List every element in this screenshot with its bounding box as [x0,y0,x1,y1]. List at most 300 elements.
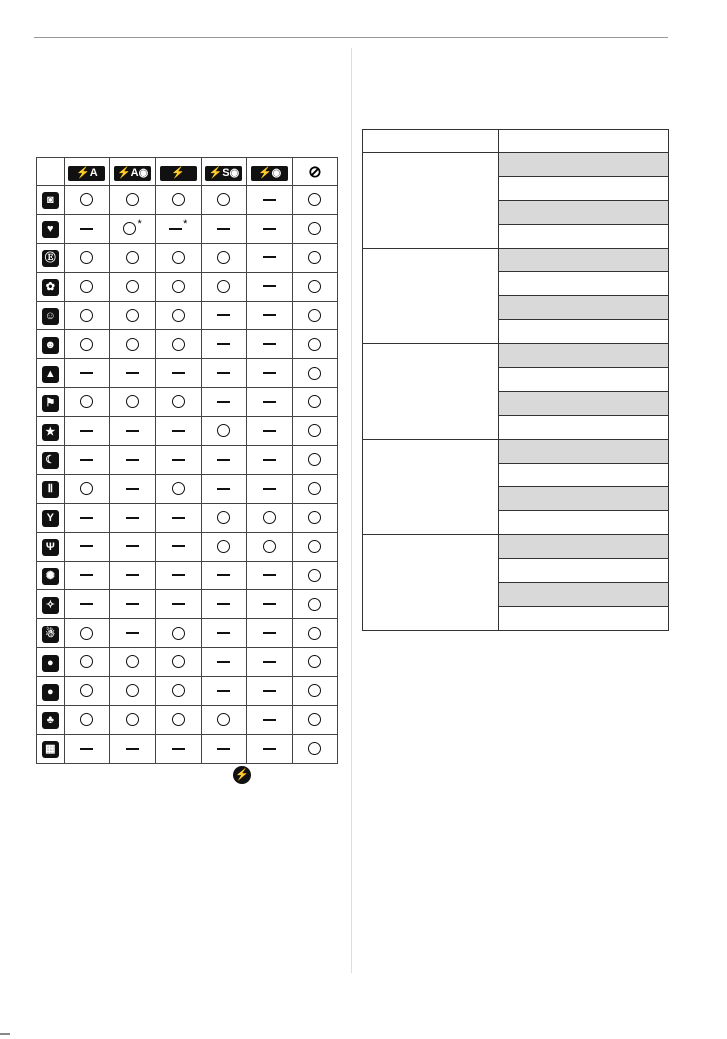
available-circle-icon [123,222,136,235]
table-row [37,561,338,590]
settings-group-cell [363,248,499,344]
settings-value-cell [499,153,669,177]
available-circle-icon [126,395,139,408]
unavailable-dash-icon [263,372,276,374]
availability-cell [247,388,293,417]
unavailable-dash-icon [263,228,276,230]
table-row [37,706,338,735]
footnote-asterisk: * [183,217,188,230]
flash-mode-header-1 [110,158,156,186]
scene-mode-cell [37,648,65,677]
scene-mode-cell [37,388,65,417]
available-circle-icon [172,627,185,640]
settings-value-cell [499,391,669,415]
availability-cell [155,186,201,215]
availability-cell [201,734,247,763]
scene-mode-cell [37,214,65,243]
unavailable-dash-icon [263,199,276,201]
table-row [37,359,338,388]
flash-mode-icon: ⚡A◉ [114,166,151,181]
availability-cell [292,706,337,735]
unavailable-dash-icon [80,228,93,230]
available-circle-icon [308,655,321,668]
table-row [363,439,669,463]
availability-cell [110,474,156,503]
unavailable-dash-icon [263,314,276,316]
candle-light-icon: Ψ [42,539,59,556]
economy-icon: Ⓔ [42,250,59,267]
unavailable-dash-icon [126,632,139,634]
availability-cell [201,243,247,272]
table-row [37,532,338,561]
flash-table-body [37,186,338,764]
settings-value-cell [499,439,669,463]
availability-cell [155,417,201,446]
heart-icon: ♥ [42,221,59,238]
mode-column-header [37,158,65,186]
availability-cell [64,648,110,677]
snow-icon: ☃ [42,626,59,643]
unavailable-dash-icon [80,517,93,519]
availability-cell [201,330,247,359]
available-circle-icon [217,193,230,206]
table-row [363,248,669,272]
unavailable-dash-icon [217,632,230,634]
availability-cell [110,706,156,735]
availability-cell [247,590,293,619]
table-row [37,186,338,215]
availability-cell [247,561,293,590]
unavailable-dash-icon [217,748,230,750]
available-circle-icon [263,511,276,524]
availability-cell [155,734,201,763]
settings-value-cell [499,583,669,607]
available-circle-icon [80,280,93,293]
scene-mode-cell [37,474,65,503]
availability-cell [201,446,247,475]
unavailable-dash-icon [217,314,230,316]
unavailable-dash-icon [217,603,230,605]
flash-mode-header-4 [247,158,293,186]
unavailable-dash-icon [263,459,276,461]
available-circle-icon [308,453,321,466]
availability-cell [155,214,201,243]
availability-cell [110,619,156,648]
available-circle-icon [126,193,139,206]
availability-cell [155,648,201,677]
availability-cell [155,503,201,532]
availability-cell [64,301,110,330]
availability-cell [110,503,156,532]
availability-cell [64,619,110,648]
settings-table-body [363,153,669,631]
unavailable-dash-icon [80,459,93,461]
availability-cell [155,474,201,503]
available-circle-icon [80,713,93,726]
availability-cell [64,532,110,561]
availability-cell [110,186,156,215]
scene-mode-cell [37,243,65,272]
unavailable-dash-icon [126,574,139,576]
flash-note-icon: ⚡ [233,766,251,784]
availability-cell [110,561,156,590]
settings-value-cell [499,176,669,200]
table-row [363,535,669,559]
availability-cell [64,186,110,215]
availability-cell [64,417,110,446]
availability-cell [110,532,156,561]
available-circle-icon [126,280,139,293]
available-circle-icon [80,482,93,495]
availability-cell [292,734,337,763]
availability-cell [247,301,293,330]
column-divider [351,48,352,973]
scene-mode-cell [37,561,65,590]
unavailable-dash-icon [217,661,230,663]
unavailable-dash-icon [217,372,230,374]
availability-cell [292,388,337,417]
availability-cell [201,417,247,446]
available-circle-icon [126,684,139,697]
unavailable-dash-icon [80,748,93,750]
unavailable-dash-icon [126,603,139,605]
availability-cell [247,503,293,532]
availability-cell [64,706,110,735]
settings-value-cell [499,463,669,487]
settings-table-header-row [363,130,669,153]
table-row [37,590,338,619]
availability-cell [247,214,293,243]
available-circle-icon [172,482,185,495]
table-row [37,330,338,359]
availability-cell [64,677,110,706]
availability-cell [64,388,110,417]
availability-cell [247,619,293,648]
availability-cell [292,561,337,590]
availability-cell [201,677,247,706]
availability-cell [155,590,201,619]
table-row [37,446,338,475]
unavailable-dash-icon [263,661,276,663]
availability-cell [292,590,337,619]
flash-mode-header-5 [292,158,337,186]
availability-cell [292,359,337,388]
scene-mode-cell [37,503,65,532]
availability-cell [110,330,156,359]
available-circle-icon [308,395,321,408]
available-circle-icon [217,540,230,553]
unavailable-dash-icon [80,545,93,547]
flash-mode-icon: ⚡◉ [251,166,288,181]
available-circle-icon [172,251,185,264]
flash-mode-header-2 [155,158,201,186]
unavailable-dash-icon [217,401,230,403]
available-circle-icon [172,309,185,322]
scene-mode-cell [37,272,65,301]
availability-cell [201,561,247,590]
availability-cell [247,532,293,561]
settings-value-cell [499,559,669,583]
available-circle-icon [126,309,139,322]
availability-cell [155,330,201,359]
availability-cell [247,359,293,388]
settings-value-cell [499,606,669,630]
availability-cell [155,561,201,590]
unavailable-dash-icon [217,488,230,490]
availability-cell [247,417,293,446]
flash-compatibility-table [36,157,338,764]
availability-cell [155,706,201,735]
availability-cell [155,243,201,272]
available-circle-icon [80,684,93,697]
availability-cell [247,330,293,359]
availability-cell [292,503,337,532]
table-row [363,344,669,368]
availability-cell [247,243,293,272]
available-circle-icon [308,569,321,582]
unavailable-dash-icon [263,488,276,490]
availability-cell [155,301,201,330]
settings-value-cell [499,200,669,224]
available-circle-icon [308,251,321,264]
availability-cell [155,532,201,561]
settings-value-cell [499,320,669,344]
unavailable-dash-icon [263,632,276,634]
available-circle-icon [217,511,230,524]
availability-cell [64,734,110,763]
settings-value-cell [499,224,669,248]
unavailable-dash-icon [126,372,139,374]
scene-mode-cell [37,186,65,215]
availability-cell [201,301,247,330]
night-scenery-icon: ☾ [42,452,59,469]
available-circle-icon [126,655,139,668]
available-circle-icon [80,395,93,408]
available-circle-icon [308,222,321,235]
unavailable-dash-icon [263,285,276,287]
unavailable-dash-icon [263,343,276,345]
availability-cell [64,214,110,243]
availability-cell [292,243,337,272]
available-circle-icon [172,338,185,351]
available-circle-icon [126,251,139,264]
availability-cell [201,619,247,648]
unavailable-dash-icon [172,545,185,547]
availability-cell [155,359,201,388]
settings-value-cell [499,487,669,511]
baby1-icon: ● [42,655,59,672]
pet-icon: ♣ [42,712,59,729]
baby2-icon: ● [42,684,59,701]
available-circle-icon [172,193,185,206]
table-row [37,417,338,446]
scene-mode-cell [37,677,65,706]
unavailable-dash-icon [126,517,139,519]
availability-cell [155,619,201,648]
availability-cell [110,272,156,301]
availability-cell [247,272,293,301]
availability-cell [201,474,247,503]
availability-cell [292,648,337,677]
availability-cell [64,590,110,619]
availability-cell [110,734,156,763]
unavailable-dash-icon [80,603,93,605]
unavailable-dash-icon [217,343,230,345]
unavailable-dash-icon [169,228,182,230]
available-circle-icon [80,309,93,322]
fireworks-icon: ✺ [42,568,59,585]
availability-cell [201,590,247,619]
unavailable-dash-icon [263,401,276,403]
available-circle-icon [217,713,230,726]
flash-mode-header-3 [201,158,247,186]
availability-cell [155,446,201,475]
unavailable-dash-icon [126,430,139,432]
available-circle-icon [308,742,321,755]
availability-cell [292,532,337,561]
table-row [37,243,338,272]
availability-cell [292,330,337,359]
settings-header-right [499,130,669,153]
unavailable-dash-icon [126,488,139,490]
table-row [37,648,338,677]
availability-cell [292,301,337,330]
flash-mode-icon: ⚡A [68,166,105,181]
footnote-asterisk: * [137,217,142,230]
availability-cell [292,214,337,243]
unavailable-dash-icon [172,517,185,519]
unavailable-dash-icon [80,574,93,576]
available-circle-icon [172,655,185,668]
available-circle-icon [308,684,321,697]
scene-mode-cell [37,734,65,763]
availability-cell [292,186,337,215]
unavailable-dash-icon [80,430,93,432]
availability-cell [110,359,156,388]
unavailable-dash-icon [172,574,185,576]
settings-group-cell [363,153,499,249]
unavailable-dash-icon [126,545,139,547]
settings-table [362,129,669,631]
table-row [37,503,338,532]
availability-cell [64,446,110,475]
settings-value-cell [499,511,669,535]
unavailable-dash-icon [263,574,276,576]
available-circle-icon [308,482,321,495]
availability-cell [247,648,293,677]
party-icon: Y [42,510,59,527]
available-circle-icon [308,627,321,640]
availability-cell [64,359,110,388]
availability-cell [292,272,337,301]
settings-group-cell [363,439,499,535]
availability-cell [110,446,156,475]
scene-mode-cell [37,301,65,330]
availability-cell [110,301,156,330]
available-circle-icon [126,713,139,726]
unavailable-dash-icon [172,372,185,374]
availability-cell [292,619,337,648]
available-circle-icon [80,338,93,351]
flash-table-header-row [37,158,338,186]
unavailable-dash-icon [126,459,139,461]
unavailable-dash-icon [172,430,185,432]
availability-cell [110,648,156,677]
availability-cell [247,474,293,503]
availability-cell [155,677,201,706]
unavailable-dash-icon [126,748,139,750]
settings-value-cell [499,415,669,439]
available-circle-icon [80,627,93,640]
available-circle-icon [308,598,321,611]
portrait-icon: ☺ [42,308,59,325]
food-icon: Ⅱ [42,481,59,498]
available-circle-icon [308,424,321,437]
scene-mode-cell [37,359,65,388]
macro-icon: ✿ [42,279,59,296]
night-portrait-icon: ★ [42,424,59,441]
page-edge-mark [0,1033,10,1035]
table-row [37,214,338,243]
scene-mode-cell [37,590,65,619]
scene-mode-cell [37,532,65,561]
unavailable-dash-icon [263,430,276,432]
table-row [37,619,338,648]
available-circle-icon [172,713,185,726]
available-circle-icon [172,684,185,697]
availability-cell [64,503,110,532]
table-row [37,474,338,503]
flash-mode-icon: ⊘ [308,163,322,181]
settings-value-cell [499,535,669,559]
available-circle-icon [308,540,321,553]
availability-cell [201,272,247,301]
availability-cell [247,677,293,706]
availability-cell [292,677,337,706]
scene-mode-cell [37,330,65,359]
available-circle-icon [308,338,321,351]
available-circle-icon [80,251,93,264]
availability-cell [64,243,110,272]
available-circle-icon [308,280,321,293]
available-circle-icon [126,338,139,351]
availability-cell [110,417,156,446]
available-circle-icon [172,395,185,408]
flash-mode-icon: ⚡S◉ [205,166,242,181]
table-row [363,153,669,177]
sports-icon: ⚑ [42,395,59,412]
unavailable-dash-icon [217,459,230,461]
availability-cell [64,330,110,359]
availability-cell [247,706,293,735]
available-circle-icon [80,193,93,206]
unavailable-dash-icon [263,719,276,721]
unavailable-dash-icon [263,690,276,692]
availability-cell [201,186,247,215]
availability-cell [292,417,337,446]
availability-cell [110,214,156,243]
settings-value-cell [499,248,669,272]
availability-cell [110,388,156,417]
available-circle-icon [80,655,93,668]
availability-cell [247,734,293,763]
table-row [37,272,338,301]
available-circle-icon [217,251,230,264]
unavailable-dash-icon [172,459,185,461]
settings-group-cell [363,344,499,440]
available-circle-icon [217,280,230,293]
unavailable-dash-icon [80,372,93,374]
